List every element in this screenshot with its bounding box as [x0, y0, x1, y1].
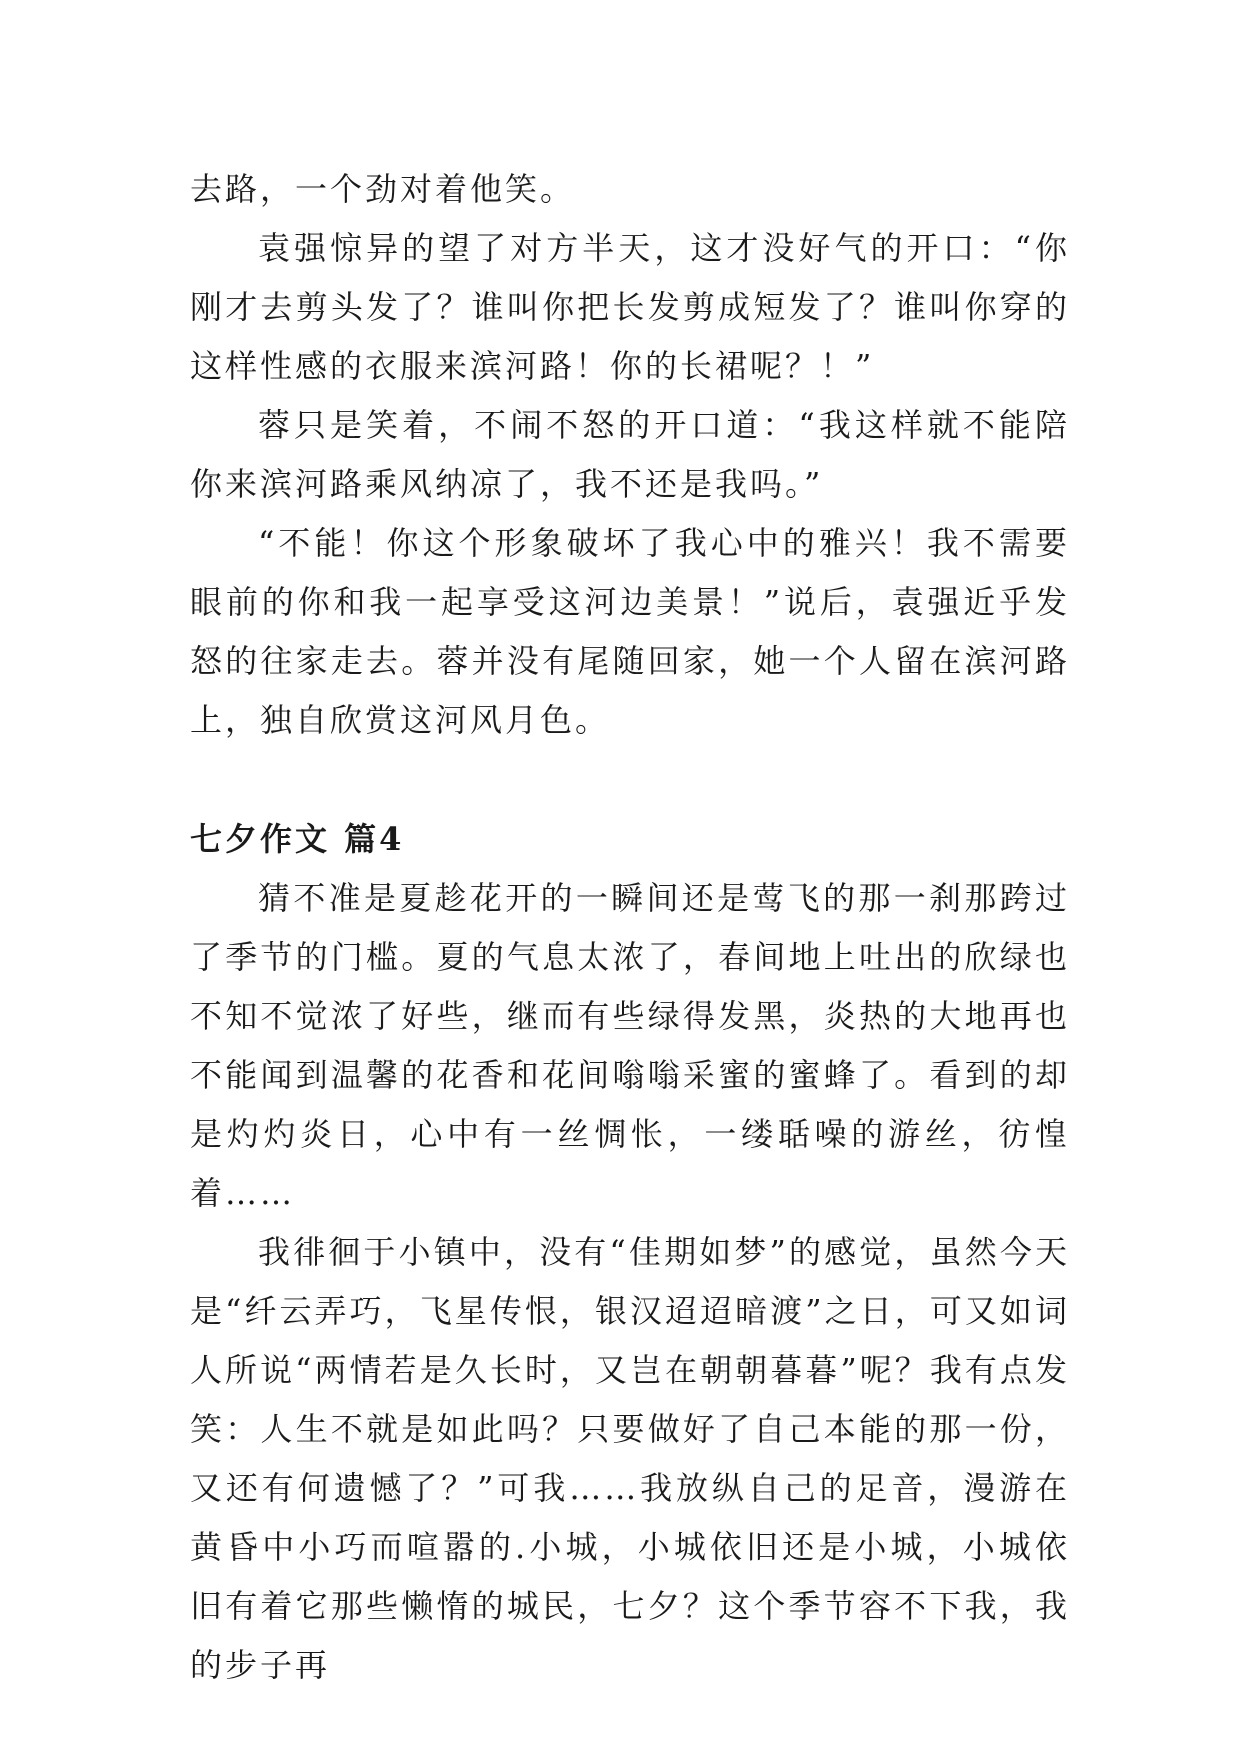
paragraph-summer: 猜不准是夏趁花开的一瞬间还是莺飞的那一刹那跨过了季节的门槛。夏的气息太浓了，春间地上吐出的欣绿也不知不觉浓了好些，继而有些绿得发黑，炎热的大地再也不能闻到温馨的花香和花间嗡嗡采蜜的蜜蜂了。看到的却是灼灼炎日，心中有一丝惆怅，一缕聒噪的游丝，彷惶着……	[190, 879, 1070, 1212]
paragraph-yuanqiang-angry: “不能！你这个形象破坏了我心中的雅兴！我不需要眼前的你和我一起享受这河边美景！”说后，袁强近乎发怒的往家走去。蓉并没有尾随回家，她一个人留在滨河路上，独自欣赏这河风月色。	[190, 524, 1070, 739]
section-spacer	[190, 750, 1070, 810]
section-title: 七夕作文 篇4	[190, 820, 405, 858]
paragraph-yuanqiang-surprised: 袁强惊异的望了对方半天，这才没好气的开口：“你刚才去剪头发了？谁叫你把长发剪成短发了？谁叫你穿的这样性感的衣服来滨河路！你的长裙呢？！”	[190, 229, 1070, 385]
paragraph-rong-reply: 蓉只是笑着，不闹不怒的开口道：“我这样就不能陪你来滨河路乘风纳凉了，我不还是我吗。”	[190, 406, 1070, 503]
paragraph-wandering: 我徘徊于小镇中，没有“佳期如梦”的感觉，虽然今天是“纤云弄巧，飞星传恨，银汉迢迢暗渡”之日，可又如词人所说“两情若是久长时，又岂在朝朝暮暮”呢？我有点发笑：人生不就是如此吗？只要做好了自己本能的那一份，又还有何遗憾了？”可我……我放纵自己的足音，漫游在黄昏中小巧而喧嚣的.小城，小城依旧还是小城，小城依旧有着它那些懒惰的城民，七夕？这个季节容不下我，我的步子再	[190, 1233, 1070, 1684]
document-page	[190, 160, 1070, 1695]
paragraph-continuation: 去路，一个劲对着他笑。	[190, 170, 576, 208]
